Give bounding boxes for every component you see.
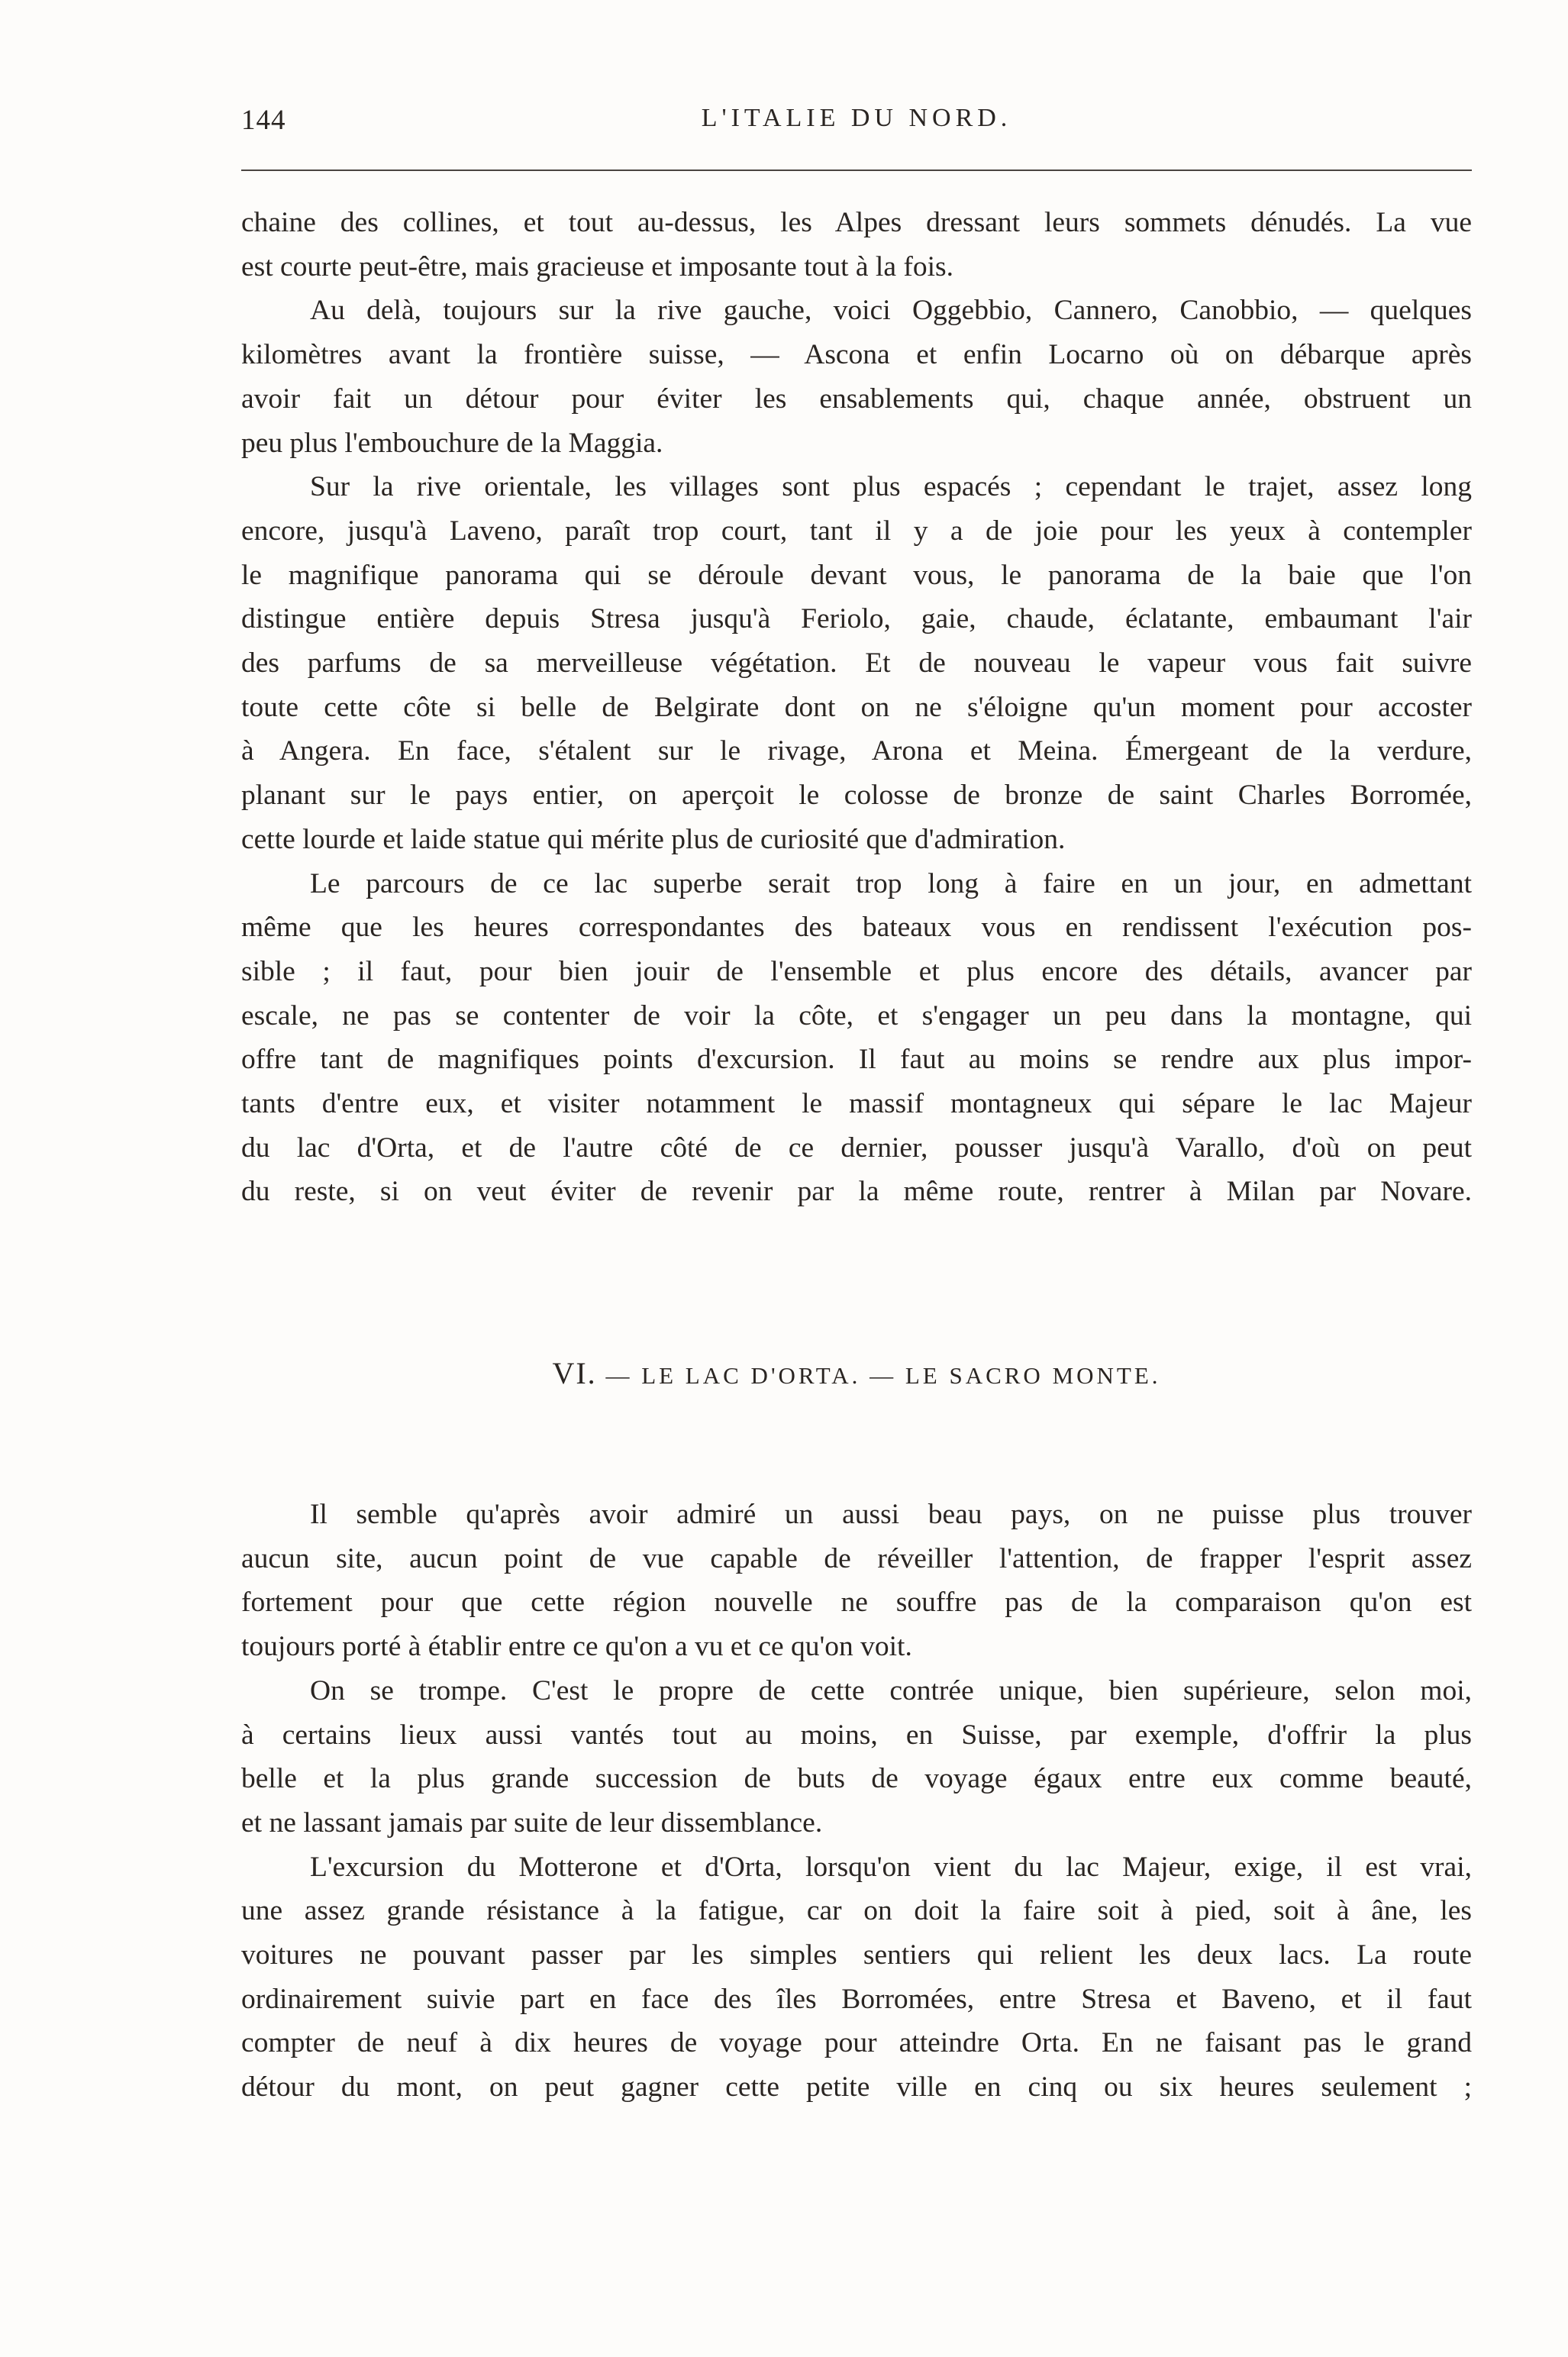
paragraph xyxy=(241,862,1472,1215)
text-line: ordinairement suivie part en face des îles Borromées, entre Stresa et Baveno, et il faut xyxy=(241,1983,1472,2015)
page-header xyxy=(241,98,1472,144)
paragraph xyxy=(241,465,1472,861)
text-line: escale, ne pas se contenter de voir la côte, et s'engager un peu dans la montagne, qui xyxy=(241,999,1472,1032)
text-line: compter de neuf à dix heures de voyage pour atteindre Orta. En ne faisant pas le grand xyxy=(241,2027,1472,2059)
page-number: 144 xyxy=(241,105,286,136)
section-heading xyxy=(241,1355,1472,1391)
text-line: sible ; il faut, pour bien jouir de l'ensemble et plus encore des détails, avancer par xyxy=(241,955,1472,987)
header-rule xyxy=(241,170,1472,171)
text-line: le magnifique panorama qui se déroule devant vous, le panorama de la baie que l'on xyxy=(241,559,1472,591)
paragraph xyxy=(241,289,1472,465)
text-line: Il semble qu'après avoir admiré un aussi beau pays, on ne puisse plus trouver xyxy=(310,1499,1472,1530)
text-line: Au delà, toujours sur la rive gauche, voici Oggebbio, Cannero, Canobbio, — quelques xyxy=(310,295,1472,327)
text-line: des parfums de sa merveilleuse végétation. Et de nouveau le vapeur vous fait suivre xyxy=(241,647,1472,680)
text-line: du lac d'Orta, et de l'autre côté de ce dernier, pousser jusqu'à Varallo, d'où on peut xyxy=(241,1132,1472,1164)
body-text-section-1 xyxy=(241,201,1472,1214)
text-line: On se trompe. C'est le propre de cette contrée unique, bien supérieure, selon moi, xyxy=(310,1674,1472,1706)
text-line: distingue entière depuis Stresa jusqu'à Feriolo, gaie, chaude, éclatante, embaumant l'air xyxy=(241,603,1472,635)
text-line: même que les heures correspondantes des bateaux vous en rendissent l'exécution pos- xyxy=(241,912,1472,944)
text-line: peu plus l'embouchure de la Maggia. xyxy=(241,427,663,459)
text-line: toute cette côte si belle de Belgirate dont on ne s'éloigne qu'un moment pour accoster xyxy=(241,691,1472,723)
text-line: planant sur le pays entier, on aperçoit le colosse de bronze de saint Charles Borromée, xyxy=(241,780,1472,812)
body-text-section-2 xyxy=(241,1493,1472,2110)
text-line: détour du mont, on peut gagner cette petite ville en cinq ou six heures seulement ; xyxy=(241,2071,1472,2104)
section-number: VI. xyxy=(552,1356,597,1390)
text-line: aucun site, aucun point de vue capable de réveiller l'attention, de frapper l'esprit assez xyxy=(241,1542,1472,1574)
text-line: belle et la plus grande succession de buts de voyage égaux entre eux comme beauté, xyxy=(241,1763,1472,1795)
paragraph xyxy=(241,1493,1472,1669)
text-line: fortement pour que cette région nouvelle ne souffre pas de la comparaison qu'on est xyxy=(241,1587,1472,1619)
section-title: — LE LAC D'ORTA. — LE SACRO MONTE. xyxy=(605,1362,1161,1389)
text-line: tants d'entre eux, et visiter notamment le massif montagneux qui sépare le lac Majeur xyxy=(241,1088,1472,1120)
text-line: kilomètres avant la frontière suisse, — Ascona et enfin Locarno où on débarque après xyxy=(241,339,1472,371)
text-line: est courte peut-être, mais gracieuse et imposante tout à la fois. xyxy=(241,250,953,283)
paragraph xyxy=(241,201,1472,289)
text-line: cette lourde et laide statue qui mérite plus de curiosité que d'admiration. xyxy=(241,823,1066,855)
text-line: encore, jusqu'à Laveno, paraît trop court, tant il y a de joie pour les yeux à contempler xyxy=(241,515,1472,547)
running-title: L'ITALIE DU NORD. xyxy=(701,104,1012,132)
text-line: et ne lassant jamais par suite de leur dissemblance. xyxy=(241,1806,823,1839)
text-line: avoir fait un détour pour éviter les ensablements qui, chaque année, obstruent un xyxy=(241,383,1472,415)
text-line: une assez grande résistance à la fatigue, car on doit la faire soit à pied, soit à âne, les xyxy=(241,1895,1472,1927)
text-line: L'excursion du Motterone et d'Orta, lorsqu'on vient du lac Majeur, exige, il est vrai, xyxy=(310,1851,1472,1883)
text-line: toujours porté à établir entre ce qu'on a vu et ce qu'on voit. xyxy=(241,1631,912,1663)
text-line: offre tant de magnifiques points d'excursion. Il faut au moins se rendre aux plus impor- xyxy=(241,1044,1472,1076)
text-line: à Angera. En face, s'étalent sur le rivage, Arona et Meina. Émergeant de la verdure, xyxy=(241,735,1472,767)
text-line: du reste, si on veut éviter de revenir par la même route, rentrer à Milan par Novare. xyxy=(241,1176,1472,1208)
text-line: Sur la rive orientale, les villages sont plus espacés ; cependant le trajet, assez long xyxy=(310,471,1472,503)
text-line: chaine des collines, et tout au-dessus, les Alpes dressant leurs sommets dénudés. La vue xyxy=(241,207,1472,238)
text-line: voitures ne pouvant passer par les simples sentiers qui relient les deux lacs. La route xyxy=(241,1939,1472,1971)
text-line: Le parcours de ce lac superbe serait trop long à faire en un jour, en admettant xyxy=(310,867,1472,899)
paragraph xyxy=(241,1669,1472,1845)
paragraph xyxy=(241,1845,1472,2110)
text-line: à certains lieux aussi vantés tout au moins, en Suisse, par exemple, d'offrir la plus xyxy=(241,1719,1472,1751)
